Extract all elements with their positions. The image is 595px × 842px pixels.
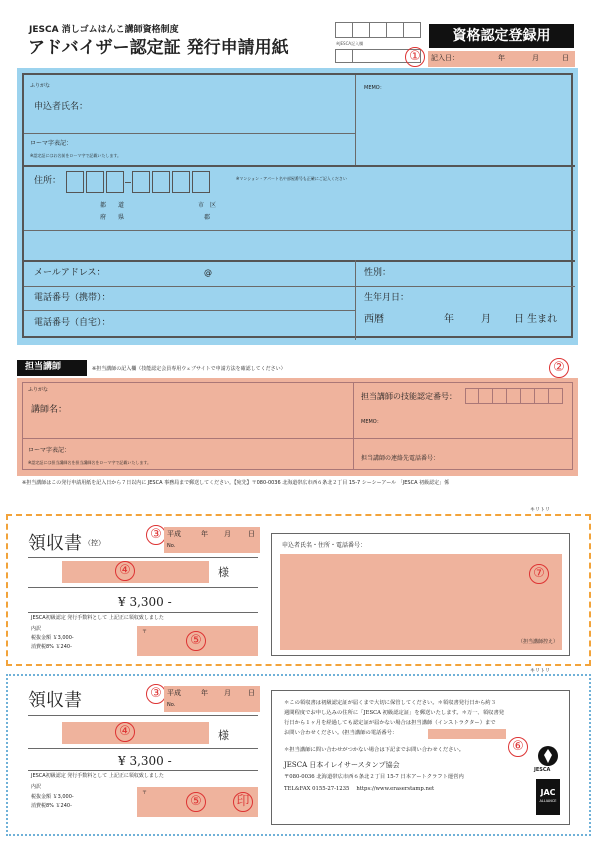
receipt-1-name-field[interactable] — [62, 561, 209, 583]
marker-5a: ⑤ — [186, 631, 206, 651]
furigana-label: ふりがな — [30, 83, 51, 89]
memo-label: MEMO： — [364, 85, 385, 91]
receipt-2-day: 日 — [248, 689, 255, 697]
birth-label[interactable]: 生年月日： — [364, 293, 410, 303]
instructor-heading-note: ※担当講師の記入欄（技能認定会員専用ウェブサイトで申請方法を確認してください） — [92, 366, 286, 372]
instructor-heading: 担当講師 — [17, 360, 87, 376]
receipt-1-amount: ¥ 3,300 - — [118, 595, 172, 609]
receipt-2-year: 年 — [201, 689, 208, 697]
pref-do: 道 — [118, 202, 125, 209]
instructor-form — [17, 378, 578, 476]
receipt-2-postal: 〒 — [142, 790, 148, 796]
date-year: 年 — [498, 54, 505, 62]
cut-label-2: キリトリ — [530, 668, 551, 674]
receipt-1-year: 年 — [201, 530, 208, 538]
birth-day: 日 生まれ — [514, 314, 558, 325]
receipt-2-date-field[interactable] — [164, 686, 260, 712]
receipt-2-name-field[interactable] — [62, 722, 209, 744]
mobile-label[interactable]: 電話番号（携帯）： — [34, 293, 111, 303]
postal-code-boxes[interactable] — [66, 171, 210, 193]
birth-month: 月 — [481, 314, 491, 325]
receipt-1-title: 領収書 — [28, 533, 82, 554]
date-field[interactable] — [428, 51, 575, 67]
receipt-2-no: No. — [167, 702, 176, 708]
receipt-1-tax-excluded: 税抜金額 ￥3,000- — [31, 635, 74, 641]
cut-label-1: キリトリ — [530, 507, 551, 513]
city-gun: 郡 — [204, 214, 211, 221]
receipt-1-right-note: （担当講師控え） — [517, 639, 558, 645]
marker-7: ⑦ — [529, 564, 549, 584]
seal-mark: 印 — [233, 792, 253, 812]
notice-line-1: ＊この領収書は初級認定証が届くまで大切に保管してください。＊領収書発行日から約３ — [284, 700, 496, 706]
marker-4b: ④ — [115, 722, 135, 742]
pref-fu: 府 — [100, 214, 107, 221]
marker-3a: ③ — [146, 525, 166, 545]
instructor-romaji-note: ※認定証には担当講師名を担当講師名をローマ字で記載いたします。 — [28, 460, 152, 465]
city-ku: 区 — [210, 202, 217, 209]
marker-3b: ③ — [146, 684, 166, 704]
jac-logo-text: JAC — [540, 788, 556, 797]
marker-5b: ⑤ — [186, 792, 206, 812]
pref-to: 都 — [100, 202, 107, 209]
instructor-furigana: ふりがな — [28, 387, 49, 393]
receipt-2-desc: JESCA初級認定 発行手数料として 上記正に領収致しました — [31, 773, 164, 779]
receipt-1-month: 月 — [224, 530, 231, 538]
receipt-2-amount: ¥ 3,300 - — [118, 754, 172, 768]
marker-2: ② — [549, 358, 569, 378]
marker-6: ⑥ — [508, 737, 528, 757]
receipt-1-desc: JESCA初級認定 発行手数料として 上記正に領収致しました — [31, 615, 164, 621]
association-address: 〒080-0036 北海道帯広市西６条北２丁目 15-7 日本アートクラフト運営内 — [284, 774, 464, 780]
page-title: アドバイザー認定証 発行申請用紙 — [28, 38, 289, 58]
receipt-1-date-field[interactable] — [164, 527, 260, 553]
receipt-2-sama: 様 — [218, 729, 229, 742]
receipt-2-tax-excluded: 税抜金額 ￥3,000- — [31, 794, 74, 800]
receipt-1-applicant-box — [271, 533, 570, 656]
marker-1: ① — [405, 47, 425, 67]
mailing-note: ※担当講師はこの発行申請用紙を記入日から７日以内に JESCA 事務局まで郵送してください。【宛先】〒080-0036 北海道帯広市西６条北２丁目 15-7 シーシーアール 「JESCA 初級認定」係 — [22, 480, 450, 486]
address-note: ※マンション・アパート名や部屋番号も正確にご記入ください — [236, 176, 347, 181]
receipt-1-applicant-field[interactable] — [280, 554, 562, 650]
jesca-logo-text: JESCA — [534, 767, 551, 773]
receipt-1-right-title: 申込者氏名・住所・電話番号： — [282, 542, 367, 549]
birth-year: 年 — [444, 314, 454, 325]
date-month: 月 — [532, 54, 539, 62]
receipt-1-breakdown: 内訳 — [31, 626, 42, 632]
receipt-1-day: 日 — [248, 530, 255, 538]
receipt-1-postal: 〒 — [142, 629, 148, 635]
stamp-grid-top — [335, 22, 421, 38]
marker-4a: ④ — [115, 561, 135, 581]
name-label[interactable]: 申込者氏名： — [34, 102, 89, 112]
receipt-2-tax: 消費税8% ￥240- — [31, 803, 72, 809]
notice-line-3: 行日から１ヶ月を経過しても認定証が届かない場合は担当講師（インストラクター）まで — [284, 720, 496, 726]
registration-badge: 資格認定登録用 — [429, 24, 574, 48]
receipt-1-sama: 様 — [218, 566, 229, 579]
instructor-phone-label[interactable]: 担当講師の連絡先電話番号： — [361, 455, 440, 462]
stamp-label: ※JESCA記入欄 — [336, 41, 364, 46]
romaji-label[interactable]: ローマ字表記： — [30, 140, 73, 147]
email-at: @ — [204, 268, 212, 277]
date-label: 記入日： — [431, 54, 459, 62]
city-shi: 市 — [198, 202, 205, 209]
pref-ken: 県 — [118, 214, 125, 221]
receipt-2-notice-box — [271, 690, 570, 825]
receipt-1-copy: （控） — [84, 539, 105, 547]
address-label: 住所： — [34, 176, 62, 186]
instructor-romaji-label[interactable]: ローマ字表記： — [28, 447, 71, 454]
applicant-form — [22, 73, 573, 338]
instructor-phone-field[interactable] — [428, 729, 506, 739]
receipt-1-tax: 消費税8% ￥240- — [31, 644, 72, 650]
gender-label[interactable]: 性別： — [364, 268, 392, 278]
romaji-note: ※認定証にはお名前をローマ字で記載いたします。 — [30, 153, 122, 158]
receipt-2-breakdown: 内訳 — [31, 784, 42, 790]
receipt-2-month: 月 — [224, 689, 231, 697]
birth-era: 西暦 — [364, 314, 384, 325]
instructor-cert-label[interactable]: 担当講師の技能認定番号： — [361, 392, 457, 401]
receipt-1-no: No. — [167, 543, 176, 549]
instructor-name-label[interactable]: 講師名： — [31, 405, 68, 415]
notice-line-4: お問い合わせください。(担当講師の電話番号： — [284, 730, 398, 736]
receipt-2-title: 領収書 — [28, 690, 82, 711]
date-day: 日 — [562, 54, 569, 62]
notice-line-2: 週間程度でお申し込みの住所に「JESCA 初級認定証」を郵送いたします。＊万一、領収書発 — [284, 710, 505, 716]
association-name: JESCA 日本イレイサースタンプ協会 — [284, 761, 400, 769]
cert-number-boxes[interactable] — [465, 388, 563, 404]
receipt-1-era: 平成 — [167, 530, 181, 538]
jesca-logo-icon — [538, 746, 558, 766]
jac-alliance-logo — [536, 779, 560, 815]
notice-line-5: ＊担当講師に問い合わせがつかない場合は下記までお問い合わせください。 — [284, 747, 465, 753]
email-label[interactable]: メールアドレス： — [34, 268, 106, 278]
receipt-2-era: 平成 — [167, 689, 181, 697]
instructor-memo-label: MEMO： — [361, 419, 382, 425]
home-phone-label[interactable]: 電話番号（自宅）： — [34, 318, 111, 328]
association-contact: TEL&FAX 0155-27-1235 https://www.eraserstamp.net — [284, 786, 435, 792]
jac-logo-subtext: ALLIANCE — [539, 799, 557, 803]
org-line: JESCA 消しゴムはんこ講師資格制度 — [29, 25, 179, 35]
